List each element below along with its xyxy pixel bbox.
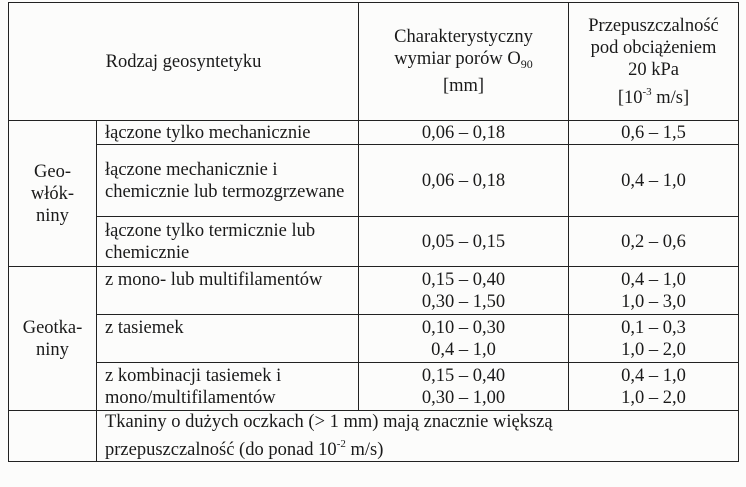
pore-value: 0,30 – 1,50 — [421, 291, 506, 312]
row-type: z mono- lub multifilamentów — [97, 267, 359, 315]
header-perm-unit-exp: -3 — [642, 85, 652, 98]
perm-value: 1,0 – 2,0 — [621, 339, 686, 360]
table-row — [9, 217, 739, 267]
note-line2-post: m/s) — [345, 440, 384, 460]
row-pore — [359, 315, 569, 363]
group-geotkaniny — [9, 267, 97, 411]
table-row — [9, 267, 739, 315]
row-pore — [359, 363, 569, 411]
header-pore-unit: [mm] — [442, 76, 485, 96]
note-line1: Tkaniny o dużych oczkach (> 1 mm) mają znacznie większą — [105, 412, 553, 432]
note-row — [9, 411, 739, 462]
row-perm: 0,4 – 1,0 — [569, 145, 739, 217]
perm-value: 1,0 – 3,0 — [621, 291, 686, 312]
note-line2-pre: przepuszczalność (do ponad 10 — [105, 440, 337, 460]
row-type: z kombinacji tasiemek i mono/multifilamentów — [97, 363, 359, 411]
table-row — [9, 121, 739, 145]
row-perm — [569, 315, 739, 363]
header-perm-line2: pod obciążeniem — [590, 37, 717, 58]
group-label-line: Geo- — [34, 161, 71, 182]
row-type: łączone mechanicznie i chemicznie lub termozgrzewane — [97, 145, 359, 217]
perm-value: 0,4 – 1,0 — [621, 269, 686, 290]
header-pore-size — [359, 3, 569, 121]
header-permeability — [569, 3, 739, 121]
pore-value: 0,15 – 0,40 — [421, 365, 506, 386]
pore-value: 0,30 – 1,00 — [421, 387, 506, 408]
header-perm-unit-pre: [10 — [617, 87, 643, 108]
table-note — [97, 411, 739, 462]
header-type — [9, 3, 359, 121]
header-pore-subscript: 90 — [520, 57, 533, 71]
perm-value: 0,1 – 0,3 — [621, 317, 686, 338]
row-perm: 0,2 – 0,6 — [569, 217, 739, 267]
row-type: z tasiemek — [97, 315, 359, 363]
pore-value: 0,4 – 1,0 — [431, 339, 496, 360]
row-perm — [569, 363, 739, 411]
row-pore: 0,05 – 0,15 — [359, 217, 569, 267]
row-type: łączone tylko mechanicznie — [97, 121, 359, 145]
note-spacer — [9, 411, 97, 462]
header-pore-line2: wymiar porów O — [394, 49, 521, 69]
row-perm: 0,6 – 1,5 — [569, 121, 739, 145]
row-pore: 0,06 – 0,18 — [359, 121, 569, 145]
group-geowlokniny — [9, 121, 97, 267]
geosynthetics-table — [8, 2, 739, 462]
header-type-label: Rodzaj geosyntetyku — [105, 51, 262, 72]
table-row — [9, 315, 739, 363]
table-row — [9, 145, 739, 217]
group-label-line: Geotka- — [22, 317, 83, 338]
header-pore-line1: Charakterystyczny — [394, 27, 533, 47]
perm-value: 0,4 – 1,0 — [621, 365, 686, 386]
header-perm-unit-post: m/s] — [651, 87, 690, 108]
row-pore: 0,06 – 0,18 — [359, 145, 569, 217]
header-row — [9, 3, 739, 121]
group-label-line: niny — [36, 205, 69, 226]
header-perm-line3: 20 kPa — [628, 59, 679, 80]
pore-value: 0,15 – 0,40 — [421, 269, 506, 290]
group-label-line: włók- — [30, 183, 75, 204]
row-perm — [569, 267, 739, 315]
pore-value: 0,10 – 0,30 — [421, 317, 506, 338]
group-label-line: niny — [36, 339, 69, 360]
table-row — [9, 363, 739, 411]
row-pore — [359, 267, 569, 315]
row-type: łączone tylko termicznie lub chemicznie — [97, 217, 359, 267]
perm-value: 1,0 – 2,0 — [621, 387, 686, 408]
header-perm-line1: Przepuszczalność — [588, 15, 719, 36]
note-line2-exp: -2 — [336, 438, 346, 450]
